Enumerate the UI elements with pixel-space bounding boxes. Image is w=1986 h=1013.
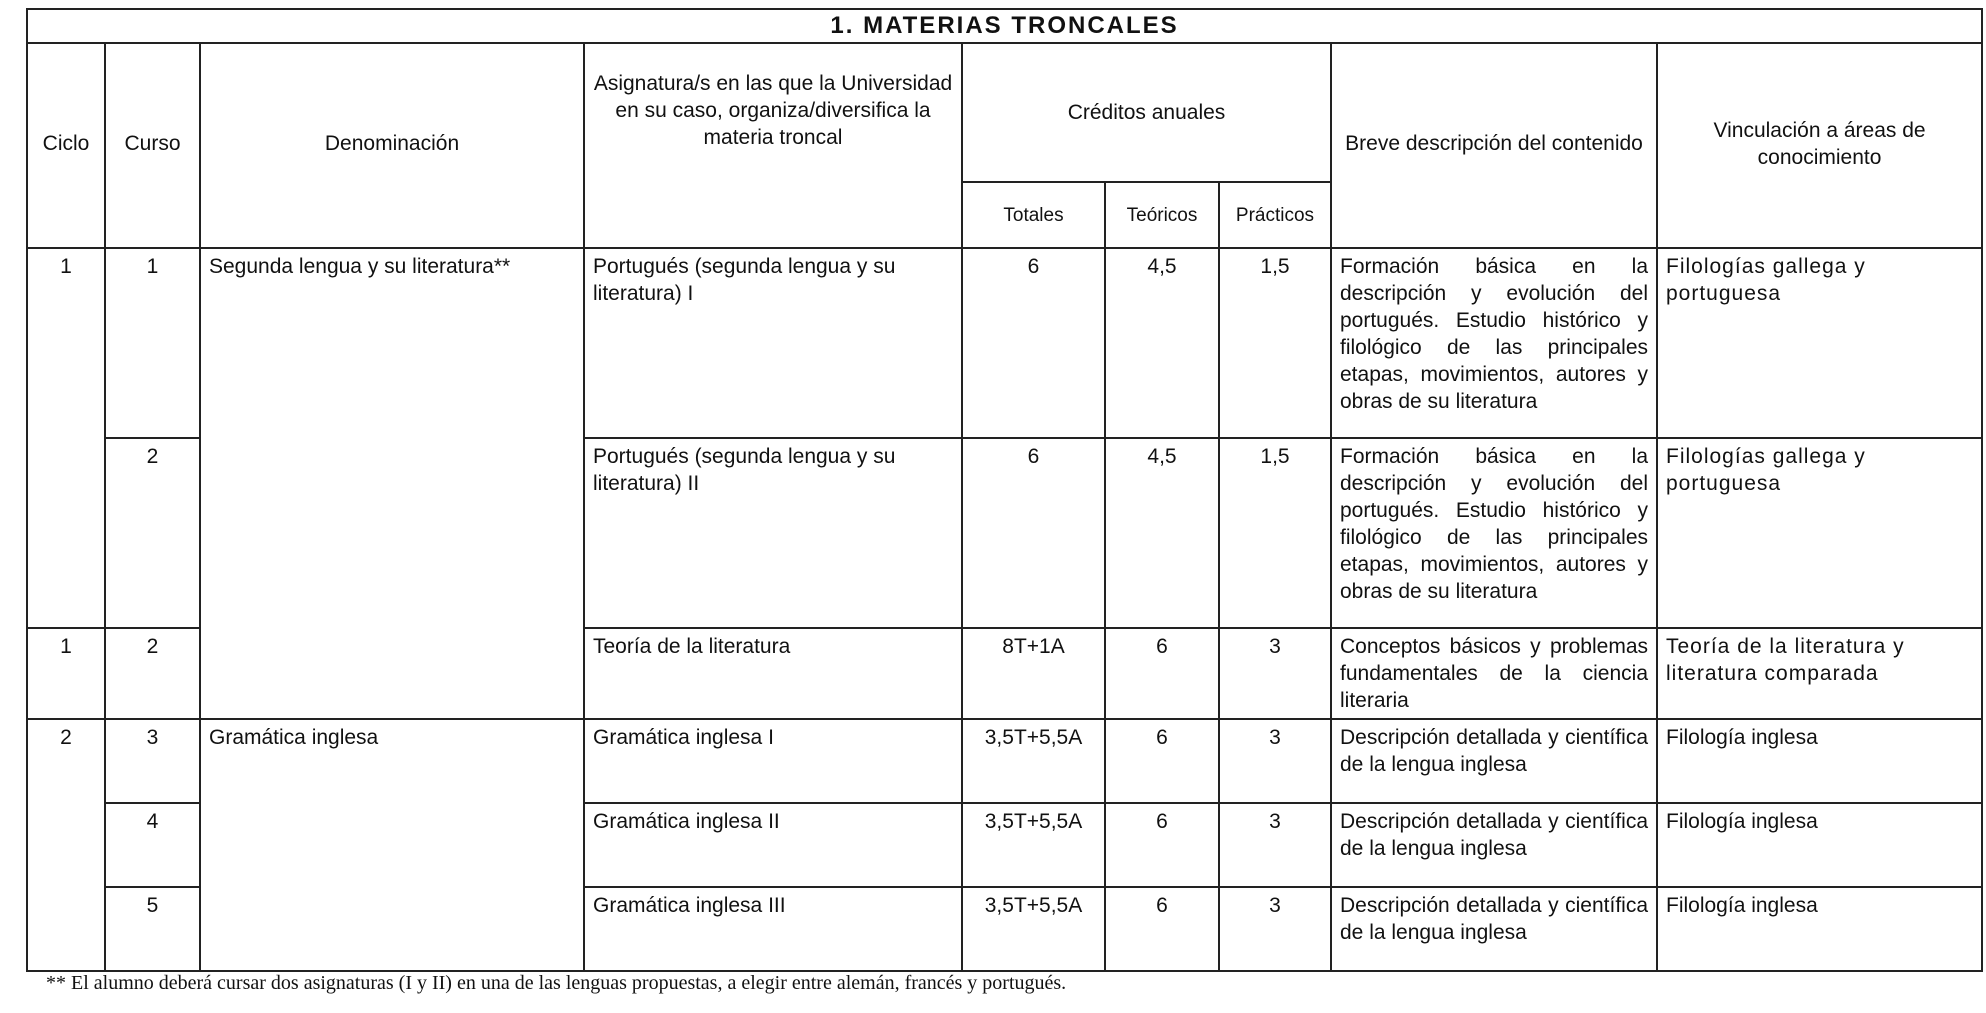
cell-totales: 8T+1A bbox=[962, 628, 1105, 719]
materias-table bbox=[26, 8, 1983, 972]
cell-descripcion: Conceptos básicos y problemas fundamentales de la ciencia literaria bbox=[1331, 628, 1657, 719]
table-title: 1. MATERIAS TRONCALES bbox=[27, 9, 1982, 43]
footnote: ** El alumno deberá cursar dos asignaturas (I y II) en una de las lenguas propuestas, a elegir entre alemán, francés y portugués. bbox=[46, 972, 1067, 994]
header-descripcion: Breve descripción del contenido bbox=[1331, 43, 1657, 248]
header-creditos: Créditos anuales bbox=[962, 43, 1331, 182]
cell-teoricos: 6 bbox=[1105, 803, 1219, 887]
cell-practicos: 3 bbox=[1219, 628, 1331, 719]
cell-teoricos: 4,5 bbox=[1105, 438, 1219, 628]
cell-vinculacion: Filología inglesa bbox=[1657, 719, 1982, 803]
header-asignatura: Asignatura/s en las que la Universidad en su caso, organiza/diversifica la materia troncal bbox=[584, 43, 962, 248]
cell-vinculacion: Filología inglesa bbox=[1657, 803, 1982, 887]
cell-teoricos: 6 bbox=[1105, 719, 1219, 803]
cell-totales: 3,5T+5,5A bbox=[962, 887, 1105, 971]
cell-asignatura: Portugués (segunda lengua y su literatura) II bbox=[584, 438, 962, 628]
cell-vinculacion: Filologías gallega y portuguesa bbox=[1657, 248, 1982, 438]
cell-practicos: 1,5 bbox=[1219, 248, 1331, 438]
cell-asignatura: Teoría de la literatura bbox=[584, 628, 962, 719]
cell-curso: 5 bbox=[105, 887, 200, 971]
cell-descripcion: Descripción detallada y científica de la lengua inglesa bbox=[1331, 719, 1657, 803]
cell-totales: 3,5T+5,5A bbox=[962, 803, 1105, 887]
cell-asignatura: Gramática inglesa III bbox=[584, 887, 962, 971]
header-curso: Curso bbox=[105, 43, 200, 248]
cell-vinculacion: Filologías gallega y portuguesa bbox=[1657, 438, 1982, 628]
cell-descripcion: Descripción detallada y científica de la lengua inglesa bbox=[1331, 887, 1657, 971]
header-ciclo: Ciclo bbox=[27, 43, 105, 248]
cell-teoricos: 6 bbox=[1105, 628, 1219, 719]
cell-teoricos: 4,5 bbox=[1105, 248, 1219, 438]
cell-vinculacion: Filología inglesa bbox=[1657, 887, 1982, 971]
cell-asignatura: Gramática inglesa I bbox=[584, 719, 962, 803]
header-vinculacion: Vinculación a áreas de conocimiento bbox=[1657, 43, 1982, 248]
cell-descripcion: Descripción detallada y científica de la lengua inglesa bbox=[1331, 803, 1657, 887]
cell-ciclo: 1 bbox=[27, 628, 105, 719]
cell-teoricos: 6 bbox=[1105, 887, 1219, 971]
table-row bbox=[27, 719, 1982, 803]
header-teoricos: Teóricos bbox=[1105, 182, 1219, 248]
cell-curso: 3 bbox=[105, 719, 200, 803]
cell-curso: 2 bbox=[105, 438, 200, 628]
cell-curso: 2 bbox=[105, 628, 200, 719]
table-row bbox=[27, 248, 1982, 438]
cell-denominacion: Segunda lengua y su literatura** bbox=[200, 248, 584, 719]
header-practicos: Prácticos bbox=[1219, 182, 1331, 248]
cell-practicos: 1,5 bbox=[1219, 438, 1331, 628]
cell-descripcion: Formación básica en la descripción y evolución del portugués. Estudio histórico y filológico de las principales etapas, movimientos, autores y obras de su literatura bbox=[1331, 248, 1657, 438]
cell-totales: 6 bbox=[962, 248, 1105, 438]
header-totales: Totales bbox=[962, 182, 1105, 248]
cell-practicos: 3 bbox=[1219, 887, 1331, 971]
cell-curso: 1 bbox=[105, 248, 200, 438]
cell-practicos: 3 bbox=[1219, 803, 1331, 887]
cell-asignatura: Gramática inglesa II bbox=[584, 803, 962, 887]
cell-vinculacion: Teoría de la literatura y literatura comparada bbox=[1657, 628, 1982, 719]
cell-ciclo: 2 bbox=[27, 719, 105, 971]
cell-totales: 3,5T+5,5A bbox=[962, 719, 1105, 803]
header-denominacion: Denominación bbox=[200, 43, 584, 248]
cell-asignatura: Portugués (segunda lengua y su literatura) I bbox=[584, 248, 962, 438]
cell-totales: 6 bbox=[962, 438, 1105, 628]
cell-denominacion: Gramática inglesa bbox=[200, 719, 584, 971]
cell-ciclo: 1 bbox=[27, 248, 105, 628]
cell-descripcion: Formación básica en la descripción y evolución del portugués. Estudio histórico y filológico de las principales etapas, movimientos, autores y obras de su literatura bbox=[1331, 438, 1657, 628]
cell-curso: 4 bbox=[105, 803, 200, 887]
cell-practicos: 3 bbox=[1219, 719, 1331, 803]
